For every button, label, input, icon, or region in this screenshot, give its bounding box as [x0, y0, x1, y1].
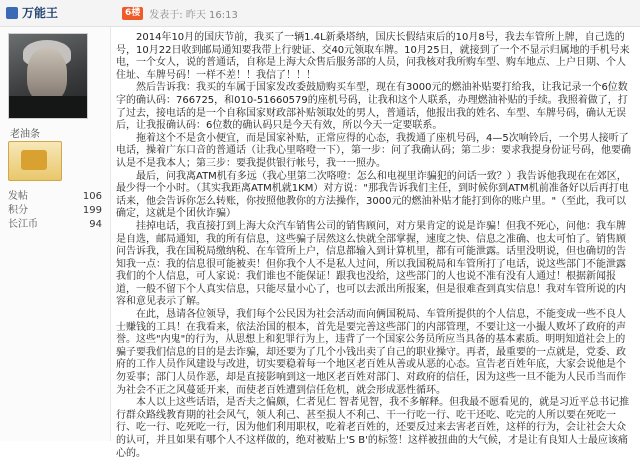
stat-label: 积分	[8, 205, 28, 216]
post-meta	[122, 6, 238, 21]
stat-label: 发帖	[8, 191, 28, 202]
post-paragraph: 2014年10月的国庆节前，我买了一辆1.4L新桑塔纳，国庆长假结束后的10月8号，我去车管所上牌，自己选的号，10月22日收到邮局通知要我带上行驶证、交40元领取车牌。10月25日，就接到了一个不显示归属地的手机号来电，一个女人，说的普通话，自称是上海大众售后服务部的人员，问我核对我所购车型、购车地点、上户日期、个人住址、车牌号码！一样不差！！我信了！！！	[116, 32, 630, 81]
floor-badge: 6楼	[122, 7, 143, 20]
avatar[interactable]	[8, 33, 88, 119]
post-paragraph: 然后告诉我：我买的车属于国家发改委鼓励购买车型，现在有3000元的燃油补贴要打给我，让我记录一个6位数字的确认码：766725，和010-51660579的座机号码，让我和这个人联系，办理燃油补贴的手续。我照着做了，打了过去，接电话的是一个自称国家财政部补贴领取处的男人，普通话，他报出我的姓名、车型、车牌号码，确认无误后，让我报确认码：6位数的确认码只是今天有效，所以今天一定要联系。	[116, 82, 628, 132]
post-content	[116, 32, 634, 460]
username-link[interactable]	[6, 4, 58, 21]
stat-row-posts	[8, 190, 102, 204]
post-paragraph: 最后，问我离ATM机有多远（我心里第二次咯噔：怎么和电视里诈骗犯的问话一致？）我告诉他我现在在郊区，最少得一个小时。（其实我距离ATM机就1KM）对方说："那我告诉我们主任，到时候你到ATM机前准备好以后再打电话来，他会告诉你怎么转账，你按照他教你的方法操作，3000元的燃油补贴才能打到你的账户里。"（至此，我可以确定，这就是个团伙诈骗）	[116, 170, 629, 220]
stat-row-coins	[8, 218, 102, 232]
user-sidebar	[0, 27, 111, 441]
post-header	[0, 0, 640, 27]
stat-row-points	[8, 204, 102, 218]
user-stats	[8, 190, 102, 232]
post-time: 发表于: 昨天 16:13	[149, 10, 238, 21]
rank-badge-icon	[8, 141, 62, 181]
stat-value: 106	[82, 191, 102, 202]
username-text: 万能王	[22, 6, 59, 20]
post-paragraph: 拖着这个不是贪小便宜，而是国家补贴，正常应得的心态，我拨通了座机号码，4—5次响铃后，一个男人接听了电话，操着广东口音的普通话（让我心里咯噔一下），第一步：问了我确认码；第二步：要求我提身份证号码，他要确认是不是我本人；第三步：要我提供银行帐号，我一一照办。	[116, 132, 631, 169]
user-rank-title: 老油条	[10, 129, 40, 140]
post-paragraph: 挂掉电话，我直接打到上海大众汽车销售公司的销售顾问，对方果肯定的说是诈骗！但我不死心，问他：我车牌是自选，邮局通知，我的所有信息，这些骗子居然这么快就全部掌握，速度之快、信息之准确、也太可怕了。销售顾问告诉我，我在国税局缴纳税、在车管所上户，信息都输入到计算机里，都有可能泄露。话里没明说，但也确切的告知我一点：我的信息很可能被卖！但你我个人不是私人过问，所以我国税局和车管所打了电话，说这些部门不能泄露我们的个人信息，可人家说：我们谁也不能保证！跟我也没给，这些部门的人也说不准有没有人通过！根据新闻报道，一般不留下个人真实信息，只能尽量小心了，也可以去派出所报案，但是很难查到真实信息！我对车管所说的内容和意见表示了解。	[116, 220, 626, 308]
stat-value: 199	[82, 205, 102, 216]
stat-value: 94	[89, 219, 102, 230]
user-icon	[6, 7, 18, 19]
post-paragraph: 在此，恳请各位领导，我们每个公民因为社会活动而向俩国税局、车管所提供的个人信息，不能变成一些不良人士赚钱的工具！在我看来，依法治国的根本，首先是要完善这些部门的内部管理，不要让这一小撮人败坏了政府的声誉。这些"内鬼"的行为，从思想上和犯罪行为上，违背了一个国家公务员所应当具备的基本素质。明明知道社会上的骗子要我们信息的目的是去诈骗，却还要为了几个小钱出卖了自己的职业操守。再者，最重要的一点就是，党委、政府的工作人员作风建设与改进，切实要稳着每一个地区老百姓从善或从恶的心态。宣告老百姓年底，大家会说他是个勿妥事；部门人员作恶，却是直接影响到这一地区老百姓对部门、对政府的信任，因为这些一旦不能为人民币当而作为社会不正之风蔓延开来，而使老百姓遭到信任危机，就会形成恶性循环。	[116, 309, 626, 396]
post-paragraph: 本人以上这些话语，是否夫之偏颇，仁者见仁 智者见智，我不多解释。但我最不愿看见的，就是习近平总书记推行群众路线教育期的社会风气，领人利己、甚至损人不利己、干一行吃一行、吃干还吃、吃完的人所以要在死吃一行、吃一行、吃死吃一行，因为他们利用职权，吃着老百姓的，还要反过来去害老百姓，这样的行为，会让社会大众的认可，并且如果有哪个人不这样做的，绝对被贴上'S B'的标签！这样被扭曲的大气候，才是让有良知人士最应该痛心的。	[116, 397, 630, 459]
stat-label: 长江币	[8, 219, 38, 230]
